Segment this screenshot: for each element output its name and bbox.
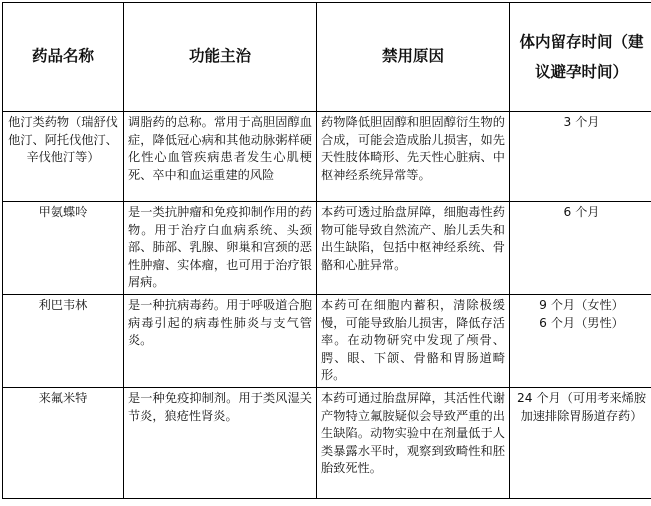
drug-name-cell: 利巴韦林 xyxy=(3,294,124,387)
reason-cell: 本药可透过胎盘屏障，细胞毒性药物可能导致自然流产、胎儿丢失和出生缺陷，包括中枢神经系统、骨骼和心脏异常。 xyxy=(317,202,510,295)
drug-name-cell: 甲氨蝶呤 xyxy=(3,202,124,295)
header-period: 体内留存时间（建议避孕时间） xyxy=(510,3,651,112)
table-row xyxy=(3,294,651,387)
reason-cell: 药物降低胆固醇和胆固醇衍生物的合成，可能会造成胎儿损害，如先天性肢体畸形、先天性心脏病、中枢神经系统异常等。 xyxy=(317,112,510,202)
header-function: 功能主治 xyxy=(124,3,317,112)
period-line-female: 9 个月（女性） xyxy=(539,297,624,312)
reason-cell: 本药可在细胞内蓄积，清除极缓慢，可能导致胎儿损害，降低存活率。在动物研究中发现了颅骨、腭、眼、下颌、骨骼和胃肠道畸形。 xyxy=(317,294,510,387)
period-cell: 6 个月 xyxy=(510,202,651,295)
table-row xyxy=(3,202,651,295)
period-line-male: 6 个月（男性） xyxy=(539,315,624,330)
function-cell: 是一种抗病毒药。用于呼吸道合胞病毒引起的病毒性肺炎与支气管炎。 xyxy=(124,294,317,387)
drug-table xyxy=(2,2,651,499)
function-cell: 调脂药的总称。常用于高胆固醇血症，降低冠心病和其他动脉粥样硬化性心血管疾病患者发生心肌梗死、卒中和血运重建的风险 xyxy=(124,112,317,202)
header-row xyxy=(3,3,651,112)
reason-cell: 本药可通过胎盘屏障，其活性代谢产物特立氟胺疑似会导致严重的出生缺陷。动物实验中在剂量低于人类暴露水平时，观察到致畸性和胚胎致死性。 xyxy=(317,387,510,498)
period-cell: 3 个月 xyxy=(510,112,651,202)
drug-name-cell: 来氟米特 xyxy=(3,387,124,498)
header-reason: 禁用原因 xyxy=(317,3,510,112)
header-drug-name: 药品名称 xyxy=(3,3,124,112)
function-cell: 是一类抗肿瘤和免疫抑制作用的药物。用于治疗白血病系统、头颈部、肺部、乳腺、卵巢和宫颈的恶性肿瘤、实体瘤，也可用于治疗银屑病。 xyxy=(124,202,317,295)
period-cell xyxy=(510,294,651,387)
drug-name-cell: 他汀类药物（瑞舒伐他汀、阿托伐他汀、辛伐他汀等） xyxy=(3,112,124,202)
table-row xyxy=(3,112,651,202)
period-cell: 24 个月（可用考来烯胺加速排除胃肠道存药） xyxy=(510,387,651,498)
function-cell: 是一种免疫抑制剂。用于类风湿关节炎，狼疮性肾炎。 xyxy=(124,387,317,498)
table-row xyxy=(3,387,651,498)
